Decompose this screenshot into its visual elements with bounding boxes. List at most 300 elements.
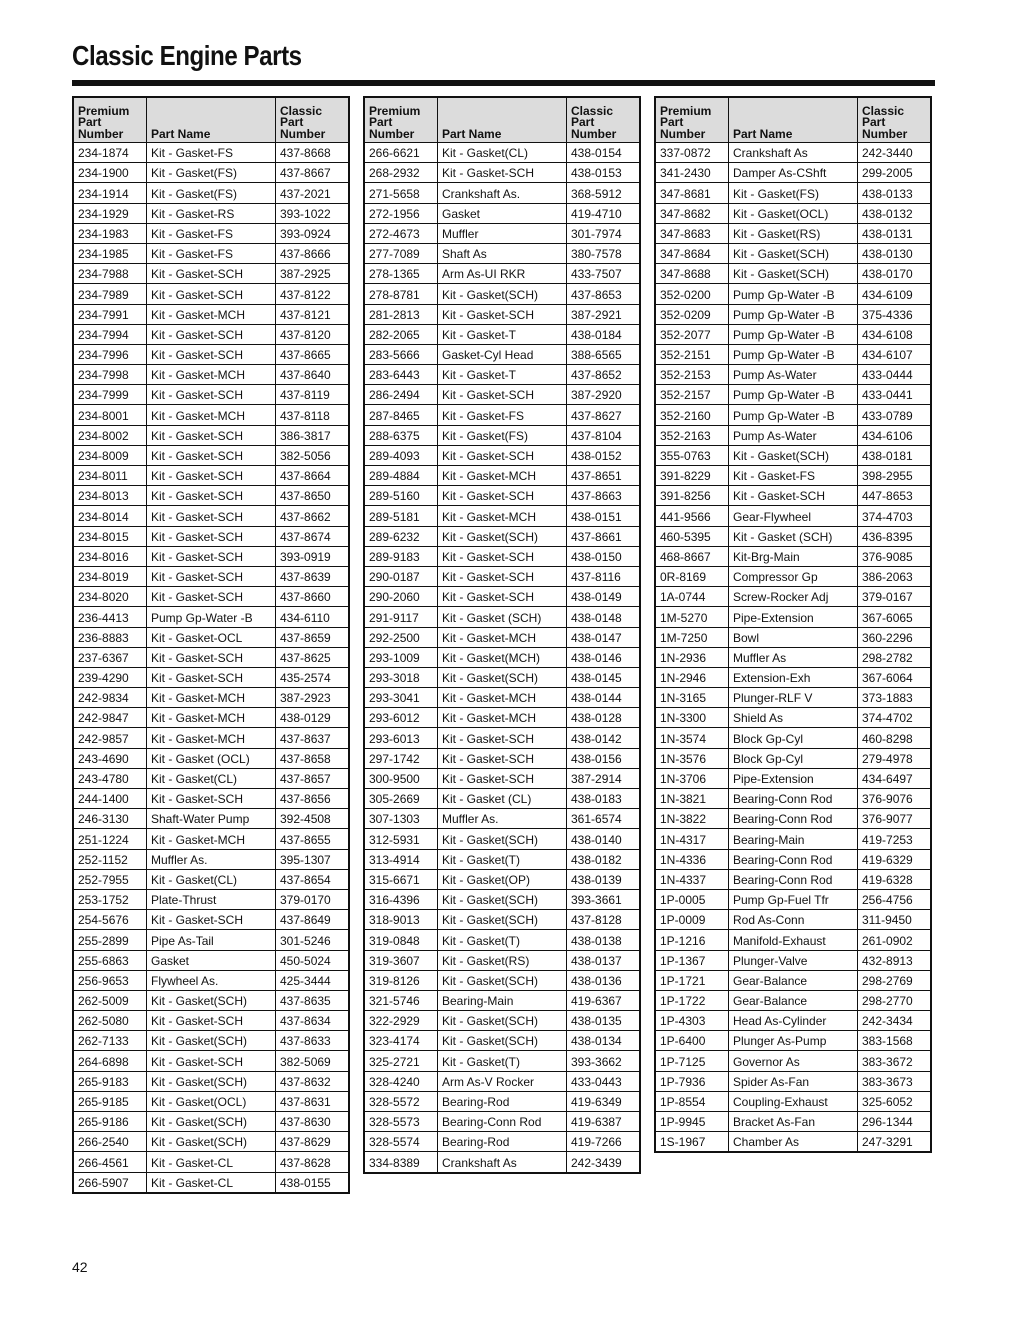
premium-part-number-cell: 297-1742: [364, 748, 438, 768]
classic-part-number-cell: 437-8668: [276, 143, 350, 163]
table-row: [655, 1132, 931, 1153]
part-name-cell: Kit - Gasket-SCH: [438, 163, 567, 183]
premium-part-number-cell: 347-8688: [655, 264, 729, 284]
premium-part-number-cell: 1P-1367: [655, 950, 729, 970]
premium-part-number-cell: 292-2500: [364, 627, 438, 647]
part-name-cell: Kit - Gasket-MCH: [438, 627, 567, 647]
classic-part-number-cell: 438-0146: [567, 647, 641, 667]
table-row: [655, 688, 931, 708]
premium-part-number-cell: 319-0848: [364, 930, 438, 950]
classic-part-number-cell: 437-8640: [276, 365, 350, 385]
part-name-cell: Kit - Gasket(OCL): [147, 1091, 276, 1111]
table-row: [73, 1031, 349, 1051]
classic-part-number-cell: 437-8630: [276, 1112, 350, 1132]
table-row: [73, 264, 349, 284]
premium-part-number-cell: 266-5907: [73, 1172, 147, 1193]
classic-part-number-cell: 438-0170: [858, 264, 932, 284]
classic-part-number-cell: 387-2921: [567, 304, 641, 324]
classic-part-number-cell: 425-3444: [276, 970, 350, 990]
premium-part-number-cell: 1N-3574: [655, 728, 729, 748]
table-row: [655, 183, 931, 203]
table-row: [364, 1051, 640, 1071]
premium-part-number-cell: 278-8781: [364, 284, 438, 304]
part-name-cell: Compressor Gp: [729, 566, 858, 586]
table-row: [655, 324, 931, 344]
part-name-cell: Bearing-Conn Rod: [729, 849, 858, 869]
classic-part-number-cell: 367-6064: [858, 667, 932, 687]
part-name-cell: Kit - Gasket-FS: [438, 405, 567, 425]
premium-part-number-cell: 282-2065: [364, 324, 438, 344]
part-name-cell: Kit - Gasket (CL): [438, 789, 567, 809]
table-row: [655, 163, 931, 183]
part-name-cell: Extension-Exh: [729, 667, 858, 687]
classic-part-number-cell: 387-2925: [276, 264, 350, 284]
table-header-row: [655, 97, 931, 143]
part-name-cell: Kit - Gasket-SCH: [147, 466, 276, 486]
parts-table-2: [363, 96, 641, 1174]
table-row: [364, 1011, 640, 1031]
table-row: [73, 526, 349, 546]
part-name-cell: Muffler As: [729, 647, 858, 667]
table-row: [73, 143, 349, 163]
premium-part-number-cell: 264-6898: [73, 1051, 147, 1071]
table-row: [73, 647, 349, 667]
premium-part-number-cell: 287-8465: [364, 405, 438, 425]
part-name-cell: Kit - Gasket-SCH: [438, 768, 567, 788]
premium-part-number-cell: 266-2540: [73, 1132, 147, 1152]
table-row: [655, 970, 931, 990]
classic-part-number-cell: 376-9076: [858, 789, 932, 809]
classic-part-number-cell: 438-0152: [567, 445, 641, 465]
classic-part-number-cell: 434-6106: [858, 425, 932, 445]
table-row: [655, 627, 931, 647]
premium-part-number-cell: 234-7989: [73, 284, 147, 304]
premium-part-number-cell: 328-5574: [364, 1132, 438, 1152]
part-name-cell: Kit - Gasket-CL: [147, 1152, 276, 1172]
header-classic-part-number: Classic Part Number: [858, 97, 932, 143]
part-name-cell: Kit - Gasket-SCH: [438, 445, 567, 465]
classic-part-number-cell: 438-0136: [567, 970, 641, 990]
classic-part-number-cell: 387-2920: [567, 385, 641, 405]
classic-part-number-cell: 419-6367: [567, 990, 641, 1010]
part-name-cell: Kit - Gasket(FS): [147, 183, 276, 203]
table-row: [73, 748, 349, 768]
part-name-cell: Pipe-Extension: [729, 607, 858, 627]
table-row: [655, 365, 931, 385]
premium-part-number-cell: 1S-1967: [655, 1132, 729, 1153]
classic-part-number-cell: 437-8666: [276, 243, 350, 263]
table-row: [73, 1011, 349, 1031]
premium-part-number-cell: 234-8001: [73, 405, 147, 425]
part-name-cell: Kit - Gasket(SCH): [438, 667, 567, 687]
premium-part-number-cell: 1P-8554: [655, 1091, 729, 1111]
table-header-row: [364, 97, 640, 143]
table-row: [73, 607, 349, 627]
table-row: [364, 829, 640, 849]
table-row: [73, 405, 349, 425]
premium-part-number-cell: 289-6232: [364, 526, 438, 546]
part-name-cell: Rod As-Conn: [729, 910, 858, 930]
table-row: [655, 1031, 931, 1051]
premium-part-number-cell: 234-8016: [73, 546, 147, 566]
classic-part-number-cell: 438-0137: [567, 950, 641, 970]
table-row: [73, 910, 349, 930]
table-row: [364, 809, 640, 829]
part-name-cell: Pump As-Water: [729, 365, 858, 385]
table-row: [73, 950, 349, 970]
premium-part-number-cell: 236-8883: [73, 627, 147, 647]
part-name-cell: Kit - Gasket(SCH): [438, 284, 567, 304]
premium-part-number-cell: 234-7988: [73, 264, 147, 284]
table-row: [73, 667, 349, 687]
premium-part-number-cell: 347-8684: [655, 243, 729, 263]
table-row: [73, 849, 349, 869]
table-row: [655, 264, 931, 284]
premium-part-number-cell: 290-2060: [364, 587, 438, 607]
part-name-cell: Pump Gp-Water -B: [729, 324, 858, 344]
table-row: [364, 486, 640, 506]
classic-part-number-cell: 437-8637: [276, 728, 350, 748]
table-row: [364, 223, 640, 243]
part-name-cell: Bearing-Main: [729, 829, 858, 849]
table-row: [655, 1051, 931, 1071]
classic-part-number-cell: 437-8639: [276, 566, 350, 586]
premium-part-number-cell: 239-4290: [73, 667, 147, 687]
table-row: [655, 930, 931, 950]
classic-part-number-cell: 393-0924: [276, 223, 350, 243]
premium-part-number-cell: 243-4690: [73, 748, 147, 768]
classic-part-number-cell: 388-6565: [567, 344, 641, 364]
premium-part-number-cell: 1P-9945: [655, 1112, 729, 1132]
classic-part-number-cell: 301-5246: [276, 930, 350, 950]
premium-part-number-cell: 265-9185: [73, 1091, 147, 1111]
part-name-cell: Crankshaft As: [438, 1152, 567, 1173]
premium-part-number-cell: 243-4780: [73, 768, 147, 788]
part-name-cell: Gear-Balance: [729, 970, 858, 990]
classic-part-number-cell: 437-8119: [276, 385, 350, 405]
classic-part-number-cell: 393-1022: [276, 203, 350, 223]
premium-part-number-cell: 1N-3706: [655, 768, 729, 788]
table-row: [364, 526, 640, 546]
part-name-cell: Kit - Gasket-FS: [729, 466, 858, 486]
premium-part-number-cell: 289-5160: [364, 486, 438, 506]
premium-part-number-cell: 290-0187: [364, 566, 438, 586]
table-row: [655, 243, 931, 263]
classic-part-number-cell: 433-0443: [567, 1071, 641, 1091]
table-row: [364, 990, 640, 1010]
classic-part-number-cell: 386-2063: [858, 566, 932, 586]
classic-part-number-cell: 395-1307: [276, 849, 350, 869]
classic-part-number-cell: 438-0181: [858, 445, 932, 465]
part-name-cell: Kit - Gasket(CL): [438, 143, 567, 163]
classic-part-number-cell: 360-2296: [858, 627, 932, 647]
part-name-cell: Kit - Gasket-SCH: [147, 647, 276, 667]
premium-part-number-cell: 319-3607: [364, 950, 438, 970]
part-name-cell: Kit - Gasket-SCH: [147, 1051, 276, 1071]
premium-part-number-cell: 278-1365: [364, 264, 438, 284]
part-name-cell: Kit - Gasket-MCH: [147, 829, 276, 849]
premium-part-number-cell: 347-8681: [655, 183, 729, 203]
classic-part-number-cell: 437-8658: [276, 748, 350, 768]
classic-part-number-cell: 438-0154: [567, 143, 641, 163]
part-name-cell: Kit - Gasket-SCH: [147, 344, 276, 364]
classic-part-number-cell: 447-8653: [858, 486, 932, 506]
premium-part-number-cell: 347-8683: [655, 223, 729, 243]
classic-part-number-cell: 367-6065: [858, 607, 932, 627]
part-name-cell: Chamber As: [729, 1132, 858, 1153]
table-row: [73, 990, 349, 1010]
table-row: [364, 425, 640, 445]
table-row: [73, 425, 349, 445]
premium-part-number-cell: 234-1874: [73, 143, 147, 163]
premium-part-number-cell: 321-5746: [364, 990, 438, 1010]
premium-part-number-cell: 328-5573: [364, 1112, 438, 1132]
premium-part-number-cell: 1N-3300: [655, 708, 729, 728]
part-name-cell: Kit - Gasket-MCH: [147, 304, 276, 324]
premium-part-number-cell: 283-5666: [364, 344, 438, 364]
table-row: [73, 546, 349, 566]
classic-part-number-cell: 242-3434: [858, 1011, 932, 1031]
premium-part-number-cell: 328-4240: [364, 1071, 438, 1091]
premium-part-number-cell: 246-3130: [73, 809, 147, 829]
table-row: [73, 728, 349, 748]
classic-part-number-cell: 437-8674: [276, 526, 350, 546]
classic-part-number-cell: 437-8120: [276, 324, 350, 344]
table-row: [655, 1011, 931, 1031]
premium-part-number-cell: 281-2813: [364, 304, 438, 324]
classic-part-number-cell: 419-7253: [858, 829, 932, 849]
part-name-cell: Pump Gp-Fuel Tfr: [729, 889, 858, 909]
table-row: [73, 445, 349, 465]
part-name-cell: Kit - Gasket(SCH): [147, 1071, 276, 1091]
part-name-cell: Kit - Gasket(FS): [147, 163, 276, 183]
premium-part-number-cell: 1P-7936: [655, 1071, 729, 1091]
classic-part-number-cell: 437-8649: [276, 910, 350, 930]
premium-part-number-cell: 256-9653: [73, 970, 147, 990]
part-name-cell: Bearing-Rod: [438, 1132, 567, 1152]
table-row: [655, 486, 931, 506]
classic-part-number-cell: 247-3291: [858, 1132, 932, 1153]
part-name-cell: Kit - Gasket-SCH: [147, 486, 276, 506]
part-name-cell: Bearing-Conn Rod: [729, 789, 858, 809]
table-row: [364, 768, 640, 788]
classic-part-number-cell: 261-0902: [858, 930, 932, 950]
part-name-cell: Bearing-Main: [438, 990, 567, 1010]
part-name-cell: Kit - Gasket-SCH: [438, 748, 567, 768]
classic-part-number-cell: 437-8625: [276, 647, 350, 667]
table-row: [655, 728, 931, 748]
premium-part-number-cell: 237-6367: [73, 647, 147, 667]
classic-part-number-cell: 279-4978: [858, 748, 932, 768]
table-row: [364, 869, 640, 889]
premium-part-number-cell: 305-2669: [364, 789, 438, 809]
premium-part-number-cell: 318-9013: [364, 910, 438, 930]
premium-part-number-cell: 315-6671: [364, 869, 438, 889]
classic-part-number-cell: 437-8654: [276, 869, 350, 889]
table-row: [364, 627, 640, 647]
classic-part-number-cell: 437-8653: [567, 284, 641, 304]
premium-part-number-cell: 1N-4336: [655, 849, 729, 869]
classic-part-number-cell: 432-8913: [858, 950, 932, 970]
header-part-name: Part Name: [729, 97, 858, 143]
part-name-cell: Kit - Gasket-SCH: [147, 526, 276, 546]
part-name-cell: Kit - Gasket-FS: [147, 243, 276, 263]
part-name-cell: Pump Gp-Water -B: [729, 344, 858, 364]
table-row: [655, 1071, 931, 1091]
classic-part-number-cell: 374-4703: [858, 506, 932, 526]
premium-part-number-cell: 337-0872: [655, 143, 729, 163]
table-row: [364, 183, 640, 203]
part-name-cell: Kit - Gasket-SCH: [438, 385, 567, 405]
premium-part-number-cell: 271-5658: [364, 183, 438, 203]
premium-part-number-cell: 234-1983: [73, 223, 147, 243]
premium-part-number-cell: 1P-0009: [655, 910, 729, 930]
premium-part-number-cell: 291-9117: [364, 607, 438, 627]
classic-part-number-cell: 437-8634: [276, 1011, 350, 1031]
part-name-cell: Plunger-RLF V: [729, 688, 858, 708]
premium-part-number-cell: 1P-6400: [655, 1031, 729, 1051]
premium-part-number-cell: 255-2899: [73, 930, 147, 950]
classic-part-number-cell: 419-7266: [567, 1132, 641, 1152]
part-name-cell: Kit - Gasket-SCH: [438, 728, 567, 748]
classic-part-number-cell: 437-8116: [567, 566, 641, 586]
table-row: [73, 243, 349, 263]
part-name-cell: Gasket: [438, 203, 567, 223]
part-name-cell: Kit - Gasket (SCH): [729, 526, 858, 546]
classic-part-number-cell: 433-0789: [858, 405, 932, 425]
classic-part-number-cell: 434-6497: [858, 768, 932, 788]
table-row: [364, 910, 640, 930]
table-row: [655, 344, 931, 364]
classic-part-number-cell: 438-0128: [567, 708, 641, 728]
classic-part-number-cell: 434-6110: [276, 607, 350, 627]
table-row: [73, 223, 349, 243]
part-name-cell: Kit - Gasket-SCH: [147, 910, 276, 930]
classic-part-number-cell: 437-8663: [567, 486, 641, 506]
table-row: [655, 425, 931, 445]
header-classic-part-number: Classic Part Number: [276, 97, 350, 143]
part-name-cell: Kit - Gasket(SCH): [438, 526, 567, 546]
table-header-row: [73, 97, 349, 143]
part-name-cell: Kit - Gasket(SCH): [438, 1031, 567, 1051]
premium-part-number-cell: 319-8126: [364, 970, 438, 990]
part-name-cell: Kit - Gasket(SCH): [729, 445, 858, 465]
classic-part-number-cell: 438-0135: [567, 1011, 641, 1031]
part-name-cell: Arm As-V Rocker: [438, 1071, 567, 1091]
premium-part-number-cell: 234-8015: [73, 526, 147, 546]
table-row: [73, 587, 349, 607]
parts-table-3: [654, 96, 932, 1153]
table-row: [73, 869, 349, 889]
table-row: [364, 546, 640, 566]
table-row: [655, 829, 931, 849]
classic-part-number-cell: 242-3440: [858, 143, 932, 163]
parts-table-1: [72, 96, 350, 1194]
part-name-cell: Kit - Gasket(SCH): [729, 264, 858, 284]
part-name-cell: Pump Gp-Water -B: [729, 304, 858, 324]
premium-part-number-cell: 307-1303: [364, 809, 438, 829]
part-name-cell: Pump Gp-Water -B: [729, 284, 858, 304]
part-name-cell: Kit - Gasket-FS: [147, 143, 276, 163]
part-name-cell: Pipe As-Tail: [147, 930, 276, 950]
table-row: [655, 546, 931, 566]
part-name-cell: Kit - Gasket(T): [438, 930, 567, 950]
table-row: [73, 1091, 349, 1111]
classic-part-number-cell: 436-8395: [858, 526, 932, 546]
table-row: [73, 930, 349, 950]
premium-part-number-cell: 328-5572: [364, 1091, 438, 1111]
classic-part-number-cell: 419-6329: [858, 849, 932, 869]
part-name-cell: Kit - Gasket-MCH: [147, 728, 276, 748]
premium-part-number-cell: 234-8011: [73, 466, 147, 486]
table-row: [364, 385, 640, 405]
classic-part-number-cell: 437-8628: [276, 1152, 350, 1172]
classic-part-number-cell: 437-8632: [276, 1071, 350, 1091]
classic-part-number-cell: 437-8651: [567, 466, 641, 486]
part-name-cell: Kit - Gasket-MCH: [147, 405, 276, 425]
classic-part-number-cell: 373-1883: [858, 688, 932, 708]
table-row: [73, 970, 349, 990]
premium-part-number-cell: 1N-3822: [655, 809, 729, 829]
classic-part-number-cell: 383-1568: [858, 1031, 932, 1051]
table-row: [655, 405, 931, 425]
part-name-cell: Kit - Gasket-SCH: [147, 546, 276, 566]
part-name-cell: Kit - Gasket-SCH: [147, 324, 276, 344]
part-name-cell: Kit - Gasket-T: [438, 365, 567, 385]
table-row: [364, 728, 640, 748]
page-number: 42: [72, 1259, 88, 1275]
classic-part-number-cell: 437-8660: [276, 587, 350, 607]
part-name-cell: Kit - Gasket-MCH: [147, 708, 276, 728]
classic-part-number-cell: 438-0149: [567, 587, 641, 607]
part-name-cell: Muffler: [438, 223, 567, 243]
part-name-cell: Kit - Gasket-SCH: [147, 667, 276, 687]
classic-part-number-cell: 437-8104: [567, 425, 641, 445]
part-name-cell: Plunger As-Pump: [729, 1031, 858, 1051]
part-name-cell: Kit - Gasket(SCH): [438, 829, 567, 849]
classic-part-number-cell: 438-0150: [567, 546, 641, 566]
part-name-cell: Kit - Gasket (SCH): [438, 607, 567, 627]
classic-part-number-cell: 380-7578: [567, 243, 641, 263]
part-name-cell: Kit - Gasket(SCH): [147, 990, 276, 1010]
table-row: [655, 990, 931, 1010]
part-name-cell: Screw-Rocker Adj: [729, 587, 858, 607]
table-row: [73, 466, 349, 486]
part-name-cell: Kit - Gasket(T): [438, 1051, 567, 1071]
part-name-cell: Kit - Gasket(CL): [147, 768, 276, 788]
part-name-cell: Kit - Gasket-SCH: [147, 385, 276, 405]
part-name-cell: Kit - Gasket-SCH: [438, 566, 567, 586]
premium-part-number-cell: 352-2157: [655, 385, 729, 405]
premium-part-number-cell: 1M-7250: [655, 627, 729, 647]
table-row: [364, 264, 640, 284]
title-rule: [72, 80, 935, 86]
premium-part-number-cell: 253-1752: [73, 889, 147, 909]
classic-part-number-cell: 438-0139: [567, 869, 641, 889]
premium-part-number-cell: 251-1224: [73, 829, 147, 849]
part-name-cell: Kit - Gasket-SCH: [147, 264, 276, 284]
classic-part-number-cell: 438-0145: [567, 667, 641, 687]
header-classic-part-number: Classic Part Number: [567, 97, 641, 143]
part-name-cell: Coupling-Exhaust: [729, 1091, 858, 1111]
part-name-cell: Kit - Gasket-RS: [147, 203, 276, 223]
table-row: [364, 647, 640, 667]
table-row: [364, 1071, 640, 1091]
part-name-cell: Kit - Gasket-OCL: [147, 627, 276, 647]
table-row: [364, 748, 640, 768]
premium-part-number-cell: 352-2077: [655, 324, 729, 344]
premium-part-number-cell: 460-5395: [655, 526, 729, 546]
